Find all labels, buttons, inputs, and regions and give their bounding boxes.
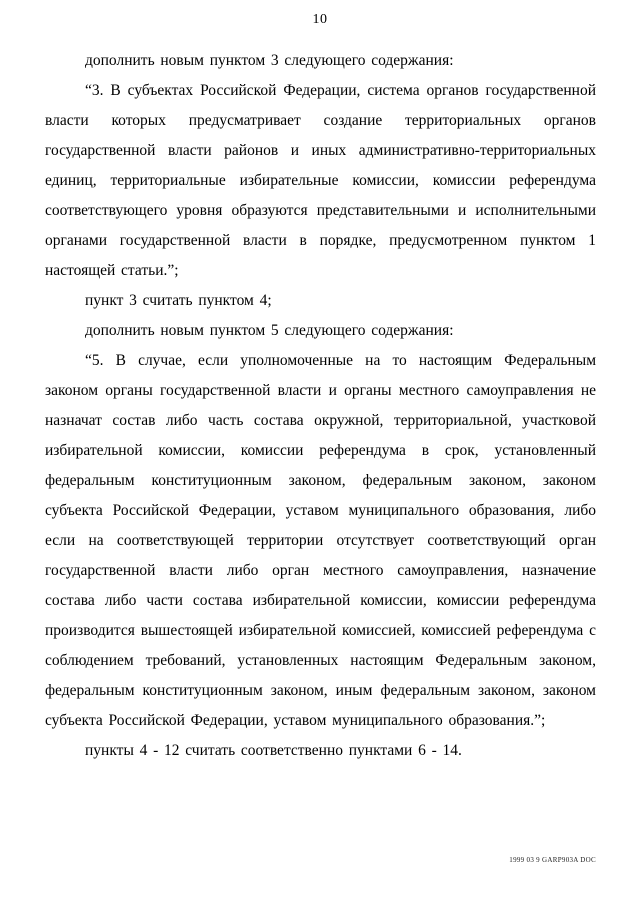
paragraph-renumber-points-4-12: пункты 4 - 12 считать соответственно пунктами 6 - 14. bbox=[85, 742, 462, 759]
paragraph-amend-point-5: дополнить новым пунктом 5 следующего содержания: bbox=[85, 322, 454, 339]
paragraph-amend-point-3: дополнить новым пунктом 3 следующего содержания: bbox=[85, 52, 454, 69]
page-number: 10 bbox=[312, 12, 328, 27]
paragraph-quoted-point-3: “3. В субъектах Российской Федерации, система органов государственной власти которых предусматривает создание территориальных органов государственной власти районов и иных административно-территориальных единиц, территориальные избирательные комиссии, комиссии референдума соответствующего уровня образуются представительными и исполнительными органами государственной власти в порядке, предусмотренном пунктом 1 настоящей статьи.”; bbox=[45, 82, 596, 279]
footer-document-reference: 1999 03 9 GARP903A DOC bbox=[509, 856, 596, 864]
paragraph-quoted-point-5: “5. В случае, если уполномоченные на то настоящим Федеральным законом органы государственной власти и органы местного самоуправления не назначат состав либо часть состава окружной, территориальной, участковой избирательной комиссии, комиссии референдума в срок, установленный федеральным конституционным законом, федеральным законом, законом субъекта Российской Федерации, уставом муниципального образования, либо если на соответствующей территории отсутствует соответствующий орган государственной власти либо орган местного самоуправления, назначение состава либо части состава избирательной комиссии, комиссии референдума производится вышестоящей избирательной комиссией, комиссией референдума с соблюдением требований, установленных настоящим Федеральным законом, федеральным конституционным законом, иным федеральным законом, законом субъекта Российской Федерации, уставом муниципального образования.”; bbox=[45, 352, 596, 729]
document-body bbox=[45, 46, 596, 766]
paragraph-renumber-point-3: пункт 3 считать пунктом 4; bbox=[85, 292, 272, 309]
